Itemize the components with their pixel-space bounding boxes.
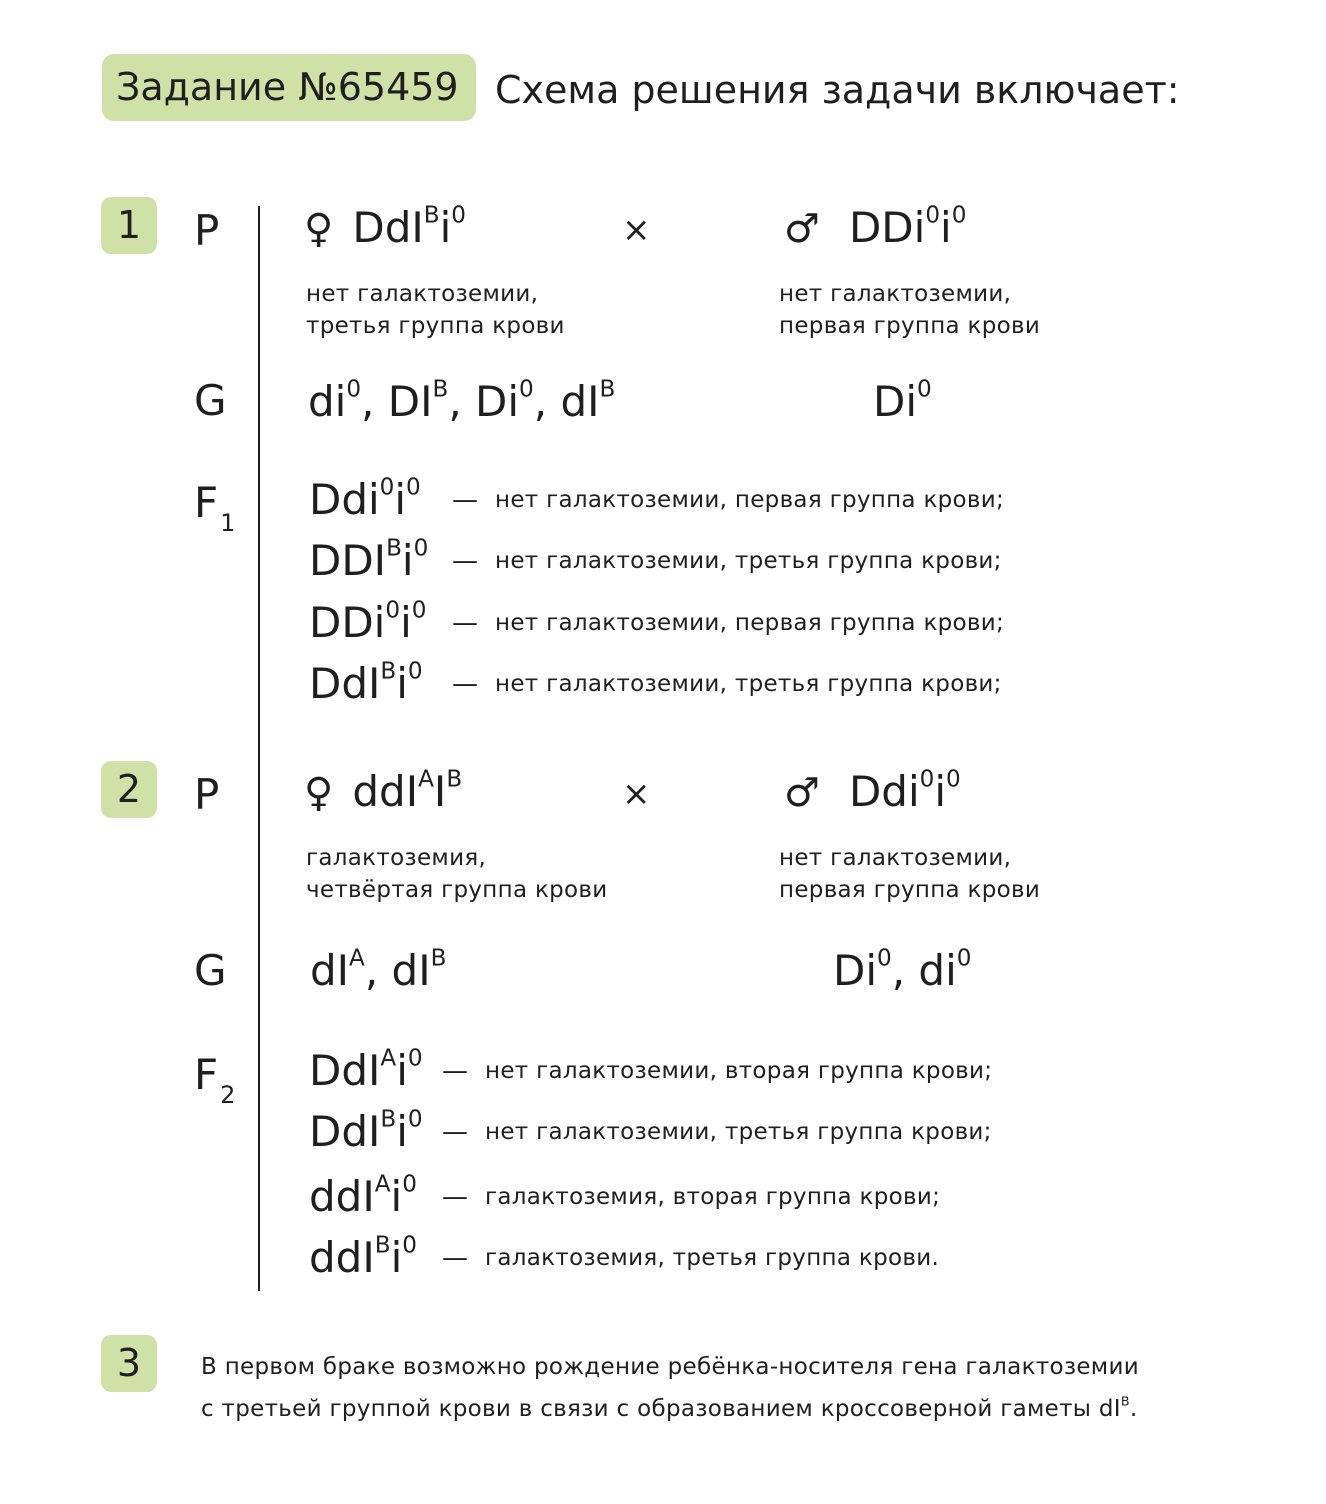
dash: —: [452, 485, 478, 515]
f1-offspring-phenotype: нет галактоземии, первая группа крови;: [495, 487, 1005, 513]
male-symbol-icon: ♂: [784, 770, 820, 816]
block2-female-gametes: $dI^A$, $dI^B$: [310, 945, 447, 995]
male-symbol-icon: ♂: [784, 206, 820, 252]
block1-male-phenotype: нет галактоземии, первая группа крови: [779, 281, 1041, 339]
block1-female-phenotype: нет галактоземии, третья группа крови: [306, 281, 565, 339]
f2-offspring-genotype: $ddI^Ai^0$: [309, 1171, 417, 1221]
block1-female-genotype: [304, 203, 466, 253]
f2-offspring-genotype: $DdI^Bi^0$: [309, 1106, 423, 1156]
f2-label: $F_2$: [194, 1050, 236, 1109]
block1-female-formula: $DdI^Bi^0$: [352, 202, 466, 252]
dash: —: [452, 669, 478, 699]
block1-male-formula: $DDi^0i^0$: [848, 202, 967, 252]
block2-male-genotype: [784, 767, 961, 817]
f1-label: $F_1$: [194, 478, 236, 537]
block2-male-phenotype: нет галактоземии, первая группа крови: [779, 845, 1041, 903]
f1-offspring-genotype: $DDI^Bi^0$: [309, 535, 429, 585]
block2-male-formula: $Ddi^0i^0$: [848, 766, 961, 816]
cross-symbol: ×: [622, 774, 651, 814]
f1-offspring-phenotype: нет галактоземии, третья группа крови;: [495, 548, 1002, 574]
conclusion-text: [201, 1346, 1139, 1430]
conclusion-line-1: В первом браке возможно рождение ребёнка-носителя гена галактоземии: [201, 1354, 1139, 1380]
step-2-badge: 2: [101, 761, 157, 818]
block1-male-gametes: Di$^0$: [873, 376, 932, 426]
block2-male-gametes: Di$^0$, $di^0$: [833, 945, 972, 995]
dash: —: [442, 1117, 468, 1147]
f1-offspring-phenotype: нет галактоземии, первая группа крови;: [495, 610, 1005, 636]
task-number-badge: Задание №65459: [102, 54, 476, 121]
conclusion-line-2: с третьей группой крови в связи с образованием кроссоверной гаметы $dI^B$.: [201, 1393, 1138, 1422]
step-3-badge: 3: [101, 1335, 157, 1392]
block2-female-formula: $ddI^AI^B$: [352, 766, 463, 816]
dash: —: [442, 1056, 468, 1086]
f1-offspring-genotype: $Ddi^0i^0$: [309, 474, 421, 524]
female-symbol-icon: ♀: [304, 770, 334, 816]
female-symbol-icon: ♀: [304, 206, 334, 252]
f1-offspring-genotype: $DDi^0i^0$: [309, 597, 427, 647]
page-title: Схема решения задачи включает:: [495, 68, 1180, 112]
f2-offspring-phenotype: галактоземия, вторая группа крови;: [485, 1184, 941, 1210]
scheme-divider-line: [258, 206, 260, 1291]
cross-symbol: ×: [622, 210, 651, 250]
f2-offspring-phenotype: галактоземия, третья группа крови.: [485, 1245, 940, 1271]
dash: —: [442, 1243, 468, 1273]
block1-female-gametes: $di^0$, $DI^B$, Di$^0$, $dI^B$: [308, 376, 616, 426]
step-1-badge: 1: [101, 197, 157, 254]
f2-offspring-phenotype: нет галактоземии, вторая группа крови;: [485, 1058, 993, 1084]
f2-offspring-genotype: $ddI^Bi^0$: [309, 1232, 417, 1282]
block2-female-phenotype: галактоземия, четвёртая группа крови: [306, 845, 608, 903]
f2-offspring-genotype: $DdI^Ai^0$: [309, 1045, 423, 1095]
gametes-label: G: [194, 946, 227, 995]
f2-offspring-phenotype: нет галактоземии, третья группа крови;: [485, 1119, 992, 1145]
dash: —: [452, 546, 478, 576]
f1-offspring-phenotype: нет галактоземии, третья группа крови;: [495, 671, 1002, 697]
gametes-label: G: [194, 376, 227, 425]
parents-label: P: [194, 770, 220, 819]
parents-label: P: [194, 206, 220, 255]
block2-female-genotype: [304, 767, 462, 817]
dash: —: [452, 608, 478, 638]
block1-male-genotype: [784, 203, 966, 253]
dash: —: [442, 1182, 468, 1212]
f1-offspring-genotype: $DdI^Bi^0$: [309, 658, 423, 708]
